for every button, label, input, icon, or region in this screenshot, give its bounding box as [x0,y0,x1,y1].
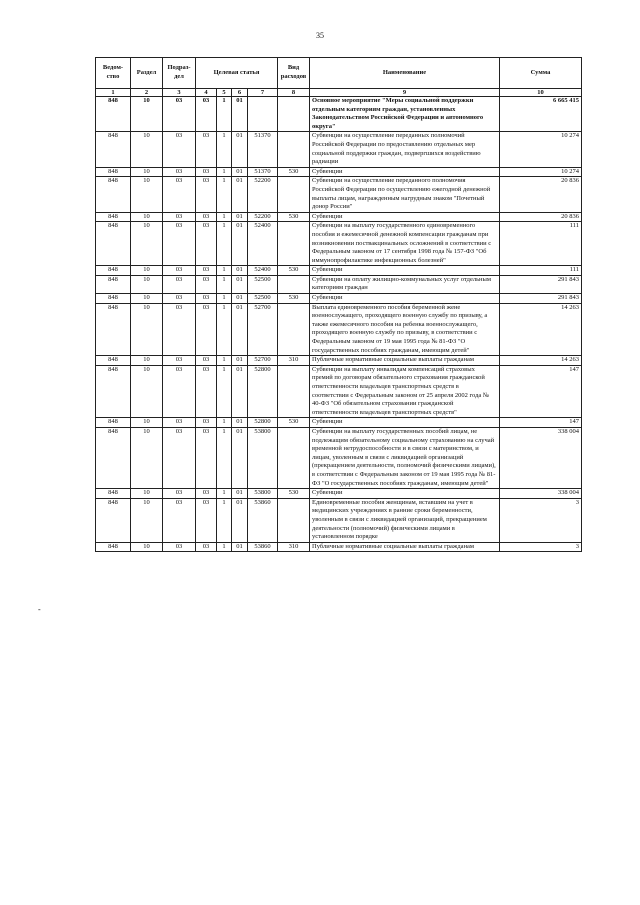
table-row [96,542,582,552]
cell-target-1: 03 [196,489,217,499]
cell-sum: 291 843 [500,275,582,293]
cell-dept: 848 [96,303,131,356]
cell-target-4: 52800 [248,365,278,418]
margin-mark: - [38,605,41,614]
cell-target-4: 52200 [248,212,278,222]
table-row [96,212,582,222]
cell-target-4: 52400 [248,266,278,276]
col-number: 4 [196,89,217,97]
cell-target-2: 1 [217,356,232,366]
cell-section: 10 [131,222,163,266]
cell-sum: 6 665 415 [500,97,582,132]
column-number-row [96,89,582,97]
table-row [96,294,582,304]
cell-target-3: 01 [232,418,248,428]
cell-subsection: 03 [163,356,196,366]
cell-exp-type [278,222,310,266]
cell-target-3: 01 [232,542,248,552]
cell-target-2: 1 [217,266,232,276]
cell-name: Субвенции [310,418,500,428]
cell-exp-type [278,427,310,488]
cell-sum: 20 836 [500,177,582,212]
table-row [96,132,582,167]
cell-exp-type [278,498,310,542]
cell-section: 10 [131,132,163,167]
cell-name: Субвенции на осуществление переданного полномочия Российской Федерации по осуществлению ежегодной денежной выплаты лицам, награжденным нагрудным знаком "Почетный донор России" [310,177,500,212]
cell-target-3: 01 [232,266,248,276]
cell-target-4: 52400 [248,222,278,266]
table-row [96,177,582,212]
cell-subsection: 03 [163,97,196,132]
cell-target-4: 53860 [248,542,278,552]
cell-exp-type: 530 [278,294,310,304]
table-row [96,97,582,132]
table-row [96,427,582,488]
cell-dept: 848 [96,132,131,167]
header-sum: Сумма [500,58,582,89]
cell-target-1: 03 [196,303,217,356]
cell-name: Субвенции [310,489,500,499]
cell-section: 10 [131,365,163,418]
col-number: 9 [310,89,500,97]
cell-subsection: 03 [163,542,196,552]
cell-dept: 848 [96,294,131,304]
cell-dept: 848 [96,167,131,177]
cell-dept: 848 [96,365,131,418]
header-name: Наименование [310,58,500,89]
cell-name: Субвенции [310,167,500,177]
cell-target-1: 03 [196,212,217,222]
cell-exp-type: 530 [278,266,310,276]
col-number: 2 [131,89,163,97]
header-dept: Ведом-ство [96,58,131,89]
cell-name: Основное мероприятие "Меры социальной поддержки отдельным категориям граждан, установленных Законодательством Российской Федерации и автономного округа" [310,97,500,132]
col-number: 7 [248,89,278,97]
cell-section: 10 [131,498,163,542]
cell-name: Субвенции на осуществление переданных полномочий Российской Федерации по предоставлению отдельных мер социальной поддержки граждан, подвергшихся воздействию радиации [310,132,500,167]
cell-dept: 848 [96,275,131,293]
cell-dept: 848 [96,222,131,266]
cell-target-1: 03 [196,418,217,428]
col-number: 6 [232,89,248,97]
table-row [96,303,582,356]
cell-subsection: 03 [163,427,196,488]
cell-target-2: 1 [217,427,232,488]
cell-dept: 848 [96,489,131,499]
cell-sum: 147 [500,418,582,428]
cell-target-3: 01 [232,356,248,366]
cell-target-1: 03 [196,542,217,552]
cell-dept: 848 [96,212,131,222]
cell-subsection: 03 [163,294,196,304]
cell-target-4: 53860 [248,498,278,542]
cell-exp-type: 530 [278,418,310,428]
cell-dept: 848 [96,266,131,276]
cell-sum: 14 263 [500,356,582,366]
cell-section: 10 [131,418,163,428]
cell-sum: 10 274 [500,132,582,167]
cell-target-1: 03 [196,167,217,177]
cell-name: Субвенции [310,266,500,276]
header-target: Целевая статья [196,58,278,89]
cell-target-4: 51370 [248,167,278,177]
cell-exp-type: 530 [278,489,310,499]
cell-target-3: 01 [232,132,248,167]
cell-sum: 338 004 [500,427,582,488]
cell-target-3: 01 [232,177,248,212]
cell-target-1: 03 [196,356,217,366]
cell-exp-type [278,365,310,418]
cell-sum: 3 [500,542,582,552]
cell-name: Субвенции [310,212,500,222]
cell-target-3: 01 [232,212,248,222]
cell-target-1: 03 [196,132,217,167]
cell-target-3: 01 [232,167,248,177]
cell-dept: 848 [96,542,131,552]
table-row [96,222,582,266]
cell-target-3: 01 [232,498,248,542]
cell-target-4: 52700 [248,303,278,356]
cell-subsection: 03 [163,418,196,428]
cell-target-2: 1 [217,418,232,428]
cell-target-4: 52500 [248,275,278,293]
cell-subsection: 03 [163,222,196,266]
cell-section: 10 [131,294,163,304]
table-row [96,266,582,276]
cell-name: Единовременные пособия женщинам, вставшим на учет в медицинских учреждениях в ранние сроки беременности, уволенным в связи с ликвидацией организаций, прекращением деятельности (полномочий) физическими лицами в установленном порядке [310,498,500,542]
cell-dept: 848 [96,498,131,542]
cell-sum: 147 [500,365,582,418]
cell-exp-type [278,132,310,167]
cell-sum: 338 004 [500,489,582,499]
cell-target-4 [248,97,278,132]
cell-section: 10 [131,97,163,132]
cell-section: 10 [131,542,163,552]
header-exp-type: Вид расходов [278,58,310,89]
cell-target-4: 53800 [248,427,278,488]
cell-name: Субвенции на выплату государственного единовременного пособия и ежемесячной денежной компенсации гражданам при возникновении поствакцинальных осложнений в соответствии с Федеральным законом от 17 сентября 1998 года № 157-ФЗ "Об иммунопрофилактике инфекционных болезней" [310,222,500,266]
cell-target-1: 03 [196,97,217,132]
cell-target-1: 03 [196,294,217,304]
cell-target-3: 01 [232,427,248,488]
cell-dept: 848 [96,97,131,132]
cell-sum: 10 274 [500,167,582,177]
cell-exp-type: 310 [278,356,310,366]
cell-target-2: 1 [217,97,232,132]
table-row [96,489,582,499]
cell-target-4: 52200 [248,177,278,212]
cell-target-2: 1 [217,167,232,177]
cell-section: 10 [131,303,163,356]
cell-name: Публичные нормативные социальные выплаты гражданам [310,356,500,366]
cell-target-3: 01 [232,365,248,418]
cell-target-2: 1 [217,132,232,167]
col-number: 5 [217,89,232,97]
table-row [96,167,582,177]
cell-section: 10 [131,427,163,488]
cell-subsection: 03 [163,177,196,212]
cell-sum: 111 [500,266,582,276]
cell-target-1: 03 [196,427,217,488]
cell-target-1: 03 [196,498,217,542]
cell-target-4: 53800 [248,489,278,499]
cell-target-3: 01 [232,275,248,293]
cell-target-2: 1 [217,275,232,293]
cell-exp-type: 530 [278,167,310,177]
cell-exp-type [278,177,310,212]
col-number: 1 [96,89,131,97]
cell-section: 10 [131,212,163,222]
cell-dept: 848 [96,427,131,488]
table-body [96,97,582,552]
cell-subsection: 03 [163,167,196,177]
cell-subsection: 03 [163,132,196,167]
header-row [96,58,582,89]
cell-section: 10 [131,489,163,499]
cell-target-3: 01 [232,222,248,266]
page-number: 35 [316,31,324,40]
cell-target-2: 1 [217,212,232,222]
cell-subsection: 03 [163,266,196,276]
cell-subsection: 03 [163,489,196,499]
cell-target-3: 01 [232,97,248,132]
cell-subsection: 03 [163,212,196,222]
table-row [96,365,582,418]
cell-target-4: 52500 [248,294,278,304]
cell-dept: 848 [96,177,131,212]
cell-dept: 848 [96,356,131,366]
cell-subsection: 03 [163,275,196,293]
cell-section: 10 [131,356,163,366]
cell-name: Субвенции на выплату инвалидам компенсаций страховых премий по договорам обязательного страхования гражданской ответственности владельцев транспортных средств в соответствии с Федеральным законом от 25 апреля 2002 года № 40-ФЗ "Об обязательном страховании гражданской ответственности владельцев транспортных средств" [310,365,500,418]
cell-target-4: 52800 [248,418,278,428]
cell-section: 10 [131,167,163,177]
cell-sum: 14 263 [500,303,582,356]
cell-target-1: 03 [196,365,217,418]
col-number: 10 [500,89,582,97]
cell-dept: 848 [96,418,131,428]
cell-subsection: 03 [163,365,196,418]
col-number: 3 [163,89,196,97]
cell-target-2: 1 [217,498,232,542]
cell-name: Субвенции [310,294,500,304]
cell-exp-type [278,275,310,293]
cell-target-1: 03 [196,275,217,293]
cell-name: Публичные нормативные социальные выплаты гражданам [310,542,500,552]
cell-section: 10 [131,266,163,276]
cell-target-3: 01 [232,303,248,356]
cell-exp-type [278,303,310,356]
cell-target-2: 1 [217,294,232,304]
cell-target-2: 1 [217,177,232,212]
cell-target-1: 03 [196,177,217,212]
table-row [96,418,582,428]
cell-target-1: 03 [196,222,217,266]
header-section: Раздел [131,58,163,89]
cell-target-4: 52700 [248,356,278,366]
table-row [96,275,582,293]
cell-sum: 111 [500,222,582,266]
table-row [96,356,582,366]
col-number: 8 [278,89,310,97]
header-subsection: Подраз-дел [163,58,196,89]
cell-subsection: 03 [163,303,196,356]
cell-target-3: 01 [232,489,248,499]
cell-sum: 291 843 [500,294,582,304]
cell-target-3: 01 [232,294,248,304]
cell-sum: 3 [500,498,582,542]
cell-name: Субвенции на оплату жилищно-коммунальных услуг отдельным категориям граждан [310,275,500,293]
table-row [96,498,582,542]
budget-table [95,57,582,552]
cell-target-2: 1 [217,542,232,552]
cell-exp-type [278,97,310,132]
cell-sum: 20 836 [500,212,582,222]
cell-section: 10 [131,177,163,212]
cell-subsection: 03 [163,498,196,542]
cell-exp-type: 310 [278,542,310,552]
cell-target-2: 1 [217,365,232,418]
cell-name: Субвенции на выплату государственных пособий лицам, не подлежащим обязательному социальному страхованию на случай временной нетрудоспособности и в связи с материнством, и лицам, уволенным в связи с ликвидацией организаций (прекращением деятельности, полномочий физическими лицами), в соответствии с Федеральным законом от 19 мая 1995 года № 81-ФЗ "О государственных пособиях гражданам, имеющим детей" [310,427,500,488]
cell-section: 10 [131,275,163,293]
cell-target-2: 1 [217,303,232,356]
cell-target-2: 1 [217,222,232,266]
cell-target-1: 03 [196,266,217,276]
cell-name: Выплата единовременного пособия беременной жене военнослужащего, проходящего военную службу по призыву, а также ежемесячного пособия на ребенка военнослужащего, проходящего военную службу по призыву, в соответствии с Федеральным законом от 19 мая 1995 года № 81-ФЗ "О государственных пособиях гражданам, имеющим детей" [310,303,500,356]
cell-target-2: 1 [217,489,232,499]
cell-target-4: 51370 [248,132,278,167]
cell-exp-type: 530 [278,212,310,222]
